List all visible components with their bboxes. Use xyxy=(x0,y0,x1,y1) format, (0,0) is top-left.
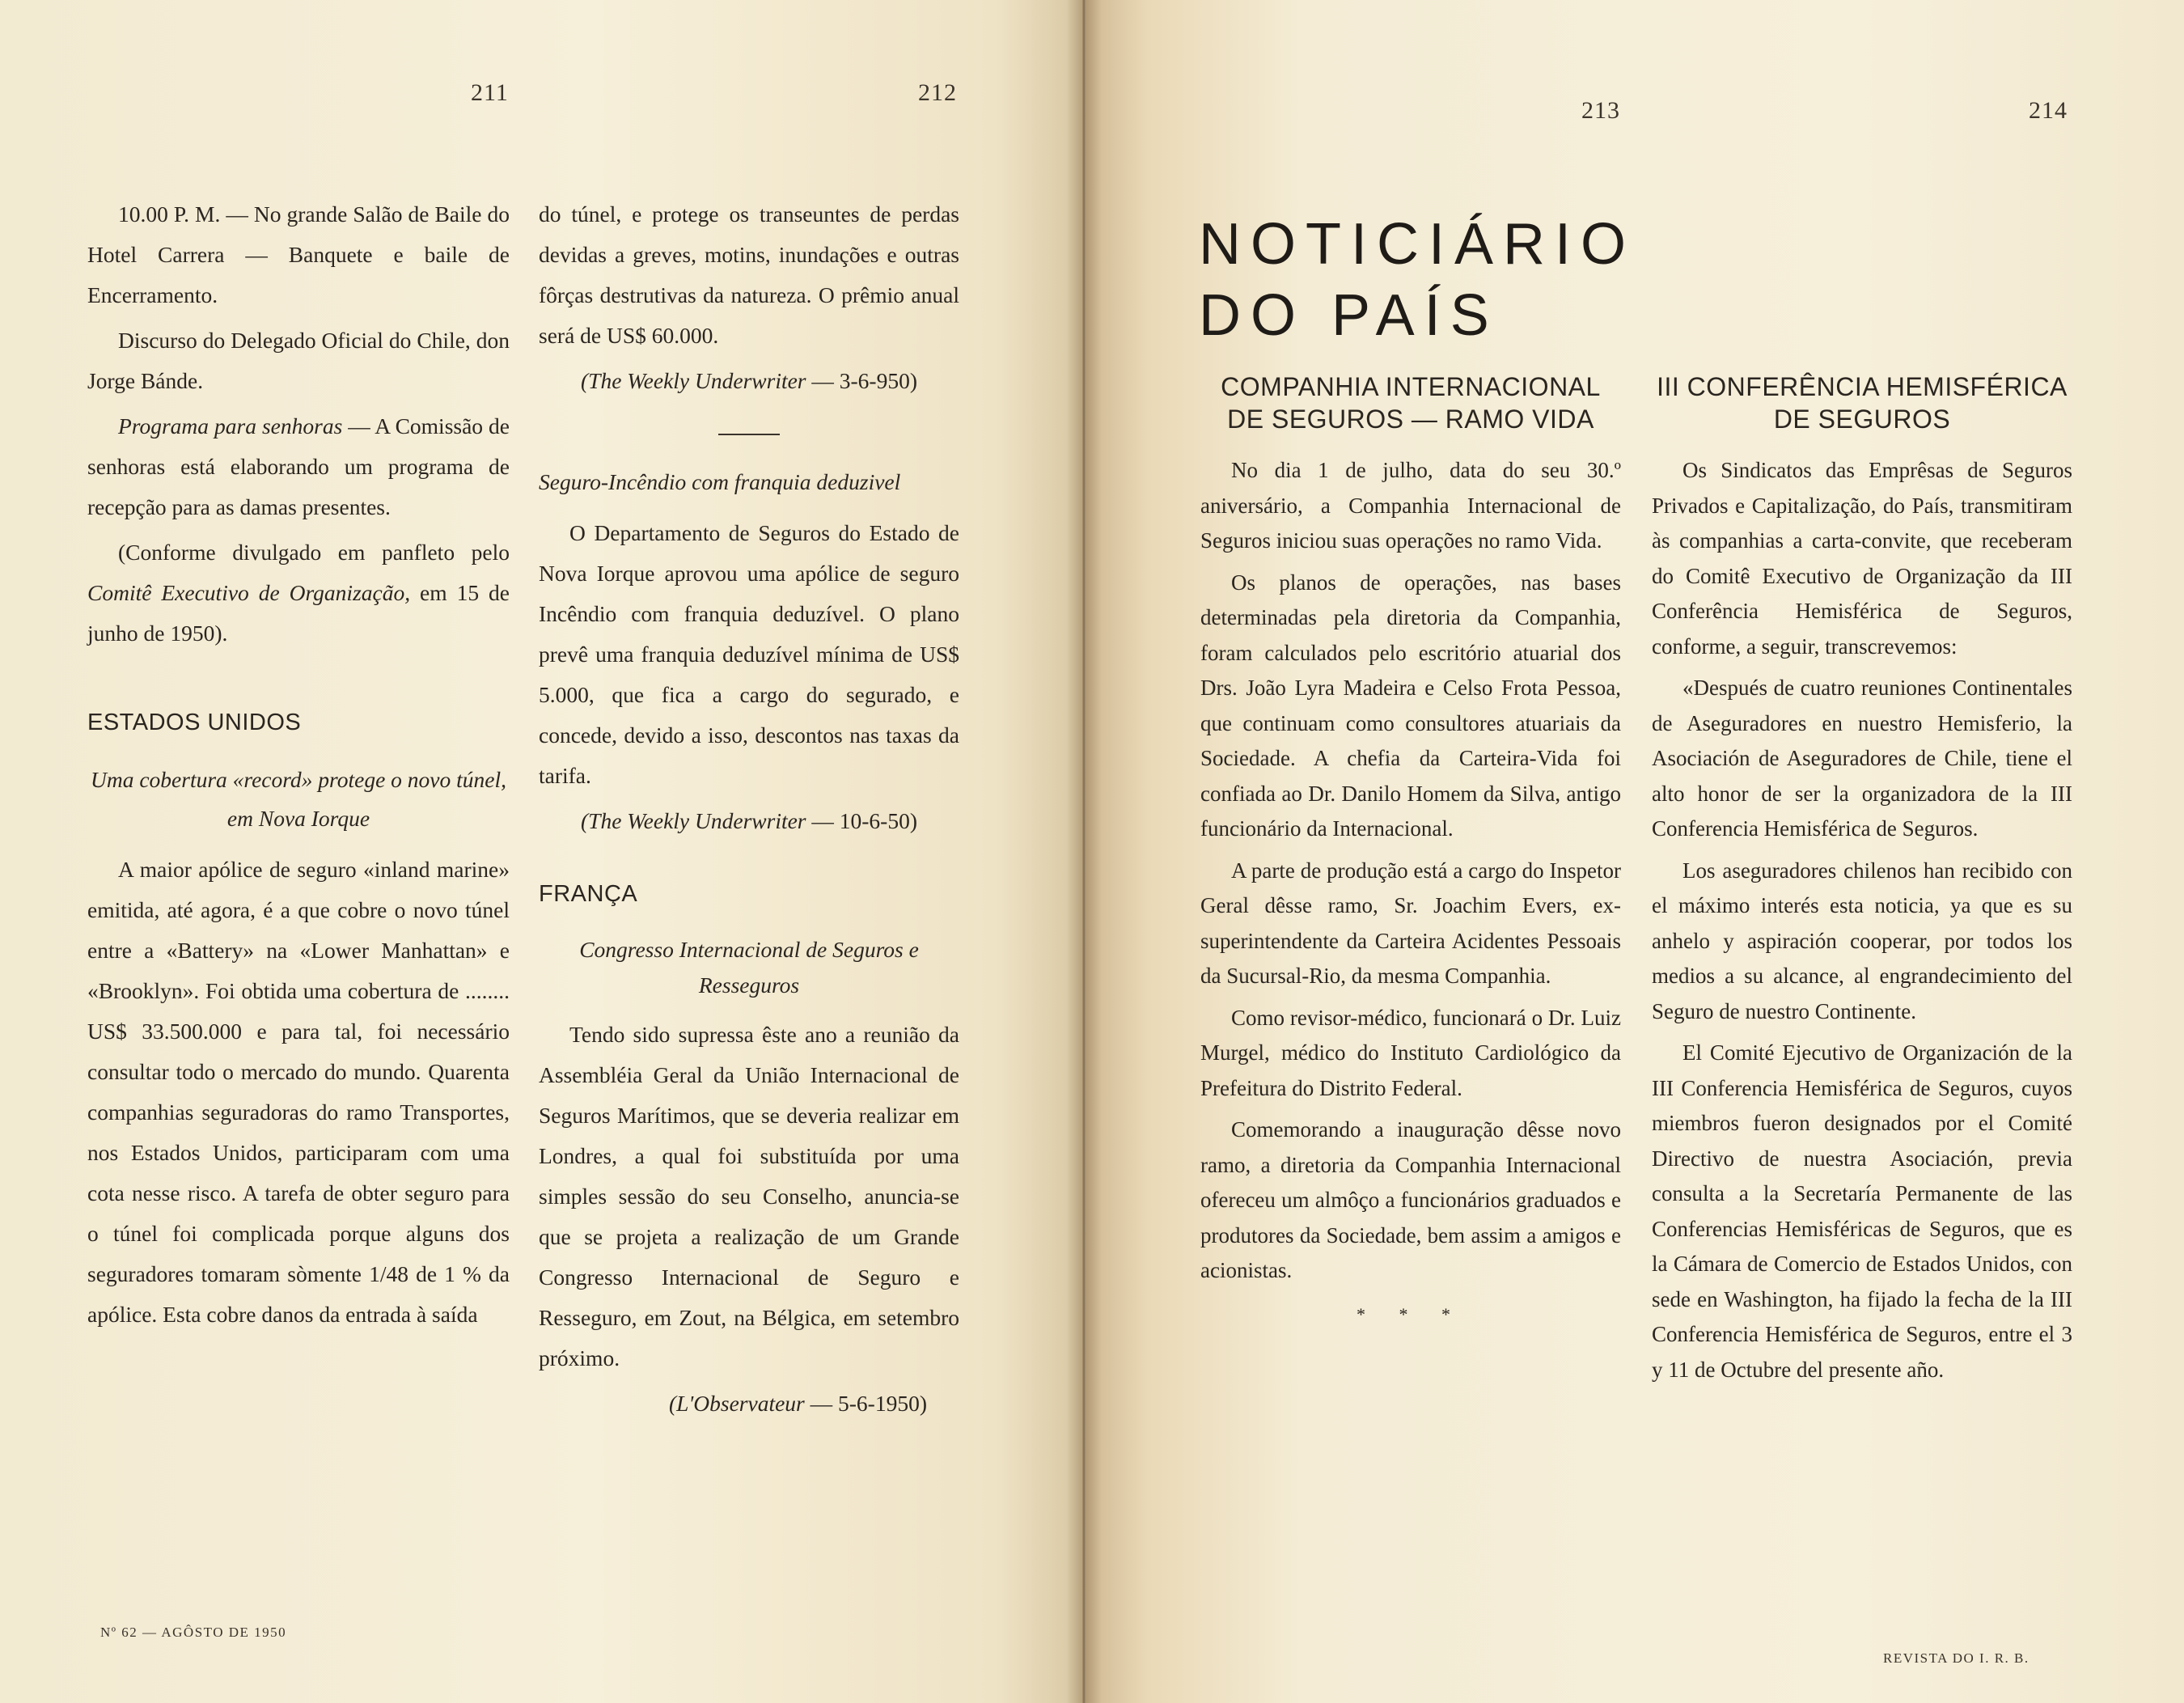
paragraph: Os Sindicatos das Emprêsas de Seguros Privados e Capitalização, do País, transmitiram às companhias a carta-convite, que receberam do Comitê Executivo de Organização da III Conferência Hemisférica de Seguros, conforme, a seguir, transcrevemos: xyxy=(1652,458,2072,659)
paragraph: «Después de cuatro reuniones Continentales de Aseguradores en nuestro Hemisferio, la Asociación de Aseguradores de Chile, tiene el alto honor de ser la organizadora de la III Conferencia Hemisférica de Seguros. xyxy=(1652,676,2072,841)
page-number-213: 213 xyxy=(1581,97,1620,124)
paragraph-text: — A Comissão de senhoras está elaborando um programa de recepção para as damas presentes. xyxy=(87,413,510,519)
column-211 xyxy=(87,194,510,1340)
paragraph-text: (Conforme divulgado em panfleto pelo xyxy=(118,540,510,565)
separator-rule xyxy=(718,434,780,435)
italic-text: Comitê Executivo de Organização, xyxy=(87,580,411,605)
article-subtitle: Congresso Internacional de Seguros e Resseguros xyxy=(579,937,919,998)
source-name: (The Weekly Underwriter xyxy=(581,808,806,833)
page-number-211: 211 xyxy=(471,79,509,106)
page-number-214: 214 xyxy=(2029,97,2068,124)
source-name: (L'Observateur xyxy=(668,1391,805,1416)
section-heading: ESTADOS UNIDOS xyxy=(87,710,302,735)
column-213 xyxy=(1200,371,1621,1332)
paragraph-text: em 15 de junho de 1950). xyxy=(87,580,510,646)
source-date: — 5-6-1950) xyxy=(804,1391,927,1416)
section-masthead xyxy=(1199,209,1636,351)
footer-journal: REVISTA DO I. R. B. xyxy=(1883,1650,2030,1666)
source-date: — 3-6-950) xyxy=(806,368,917,393)
section-end-stars: * * * xyxy=(1357,1303,1465,1324)
paragraph: No dia 1 de julho, data do seu 30.º aniversário, a Companhia Internacional de Seguros iniciou suas operações no ramo Vida. xyxy=(1200,458,1621,553)
article-subtitle: Seguro-Incêndio com franquia deduzivel xyxy=(539,469,901,494)
source-citation xyxy=(539,801,959,841)
paragraph: Os planos de operações, nas bases determinadas pela diretoria da Companhia, foram calculados pelo escritório atuarial dos Drs. João Lyra Madeira e Celso Frota Pessoa, que continuam como consultores atuariais da Sociedade. A chefia da Carteira-Vida foi confiada ao Dr. Danilo Homem da Silva, antigo funcionário da Internacional. xyxy=(1200,570,1621,841)
paragraph: Los aseguradores chilenos han recibido con el máximo interés esta noticia, ya que es su anhelo y aspiración cooperar, por todos los medios a su alcance, al engrandecimiento del Seguro de nuestro Continente. xyxy=(1652,858,2072,1023)
paragraph: Tendo sido supressa êste ano a reunião da Assembléia Geral da União Internacional de Seguros Marítimos, que se deveria realizar em Londres, a qual foi substituída por uma simples sessão do seu Conselho, anuncia-se que se projeta a realização de um Grande Congresso Internacional de Seguro e Resseguro, em Zout, na Bélgica, em setembro próximo. xyxy=(539,1022,959,1370)
paragraph: El Comité Ejecutivo de Organización de la III Conferencia Hemisférica de Seguros, cuyos miembros fueron designados por el Comité Directivo de nuestra Asociación, previa consulta a la Secretaría Permanente de las Conferencias Hemisféricas de Seguros, que es la Cámara de Comercio de Estados Unidos, con sede en Washington, ha fijado la fecha de la III Conferencia Hemisférica de Seguros, entre el 3 y 11 de Octubre del presente año. xyxy=(1652,1040,2072,1382)
paragraph: do túnel, e protege os transeuntes de perdas devidas a greves, motins, inundações e outras fôrças destrutivas da natureza. O prêmio anual será de US$ 60.000. xyxy=(539,201,959,348)
source-citation xyxy=(539,1383,959,1424)
paragraph xyxy=(87,532,510,654)
article-subtitle: Uma cobertura «record» protege o novo túnel, em Nova Iorque xyxy=(90,767,506,831)
paragraph: A parte de produção está a cargo do Inspetor Geral dêsse ramo, Sr. Joachim Evers, ex-superintendente da Carteira Acidentes Pessoais da Sucursal-Rio, da mesma Companhia. xyxy=(1200,858,1621,988)
paragraph: Como revisor-médico, funcionará o Dr. Luiz Murgel, médico do Instituto Cardiológico da Prefeitura do Distrito Federal. xyxy=(1200,1005,1621,1100)
source-date: — 10-6-50) xyxy=(806,808,917,833)
source-name: (The Weekly Underwriter xyxy=(581,368,806,393)
source-citation xyxy=(539,361,959,401)
article-heading: COMPANHIA INTERNACIONAL DE SEGUROS — RAMO VIDA xyxy=(1221,372,1601,434)
page-number-212: 212 xyxy=(918,79,957,106)
masthead-line: DO PAÍS xyxy=(1199,283,1499,348)
paragraph: Comemorando a inauguração dêsse novo ramo, a diretoria da Companhia Internacional ofereceu um almôço a funcionários graduados e produtores da Sociedade, bem assim a amigos e acionistas. xyxy=(1200,1117,1621,1282)
masthead-line: NOTICIÁRIO xyxy=(1199,212,1636,277)
footer-issue: Nº 62 — AGÔSTO DE 1950 xyxy=(100,1625,287,1640)
italic-lead: Programa para senhoras xyxy=(118,413,343,438)
paragraph: A maior apólice de seguro «inland marine» emitida, até agora, é a que cobre o novo túnel entre a «Battery» na «Lower Manhattan» e «Brooklyn». Foi obtida uma cobertura de ........ US$ 33.500.000 e para tal, foi necessário consultar todo o mercado do mundo. Quarenta companhias seguradoras do ramo Transportes, nos Estados Unidos, participaram com uma cota nesse risco. A tarefa de obter seguro para o túnel foi complicada porque alguns dos seguradores tomaram sòmente 1/48 de 1 % da apólice. Esta cobre danos da entrada à saída xyxy=(87,857,510,1327)
article-heading: III CONFERÊNCIA HEMISFÉRICA DE SEGUROS xyxy=(1657,372,2068,434)
column-212 xyxy=(539,194,959,1432)
paragraph: O Departamento de Seguros do Estado de Nova Iorque aprovou uma apólice de seguro Incêndio com franquia deduzível. O plano prevê uma franquia deduzível mínima de US$ 5.000, que fica a cargo do segurado, e concede, devido a isso, descontos nas taxas da tarifa. xyxy=(539,520,959,788)
paragraph: Discurso do Delegado Oficial do Chile, don Jorge Bánde. xyxy=(87,328,510,393)
column-214 xyxy=(1652,371,2072,1394)
book-gutter xyxy=(1066,0,1102,1703)
section-heading: FRANÇA xyxy=(539,881,638,907)
paragraph xyxy=(87,406,510,527)
paragraph: 10.00 P. M. — No grande Salão de Baile do Hotel Carrera — Banquete e baile de Encerramento. xyxy=(87,201,510,307)
